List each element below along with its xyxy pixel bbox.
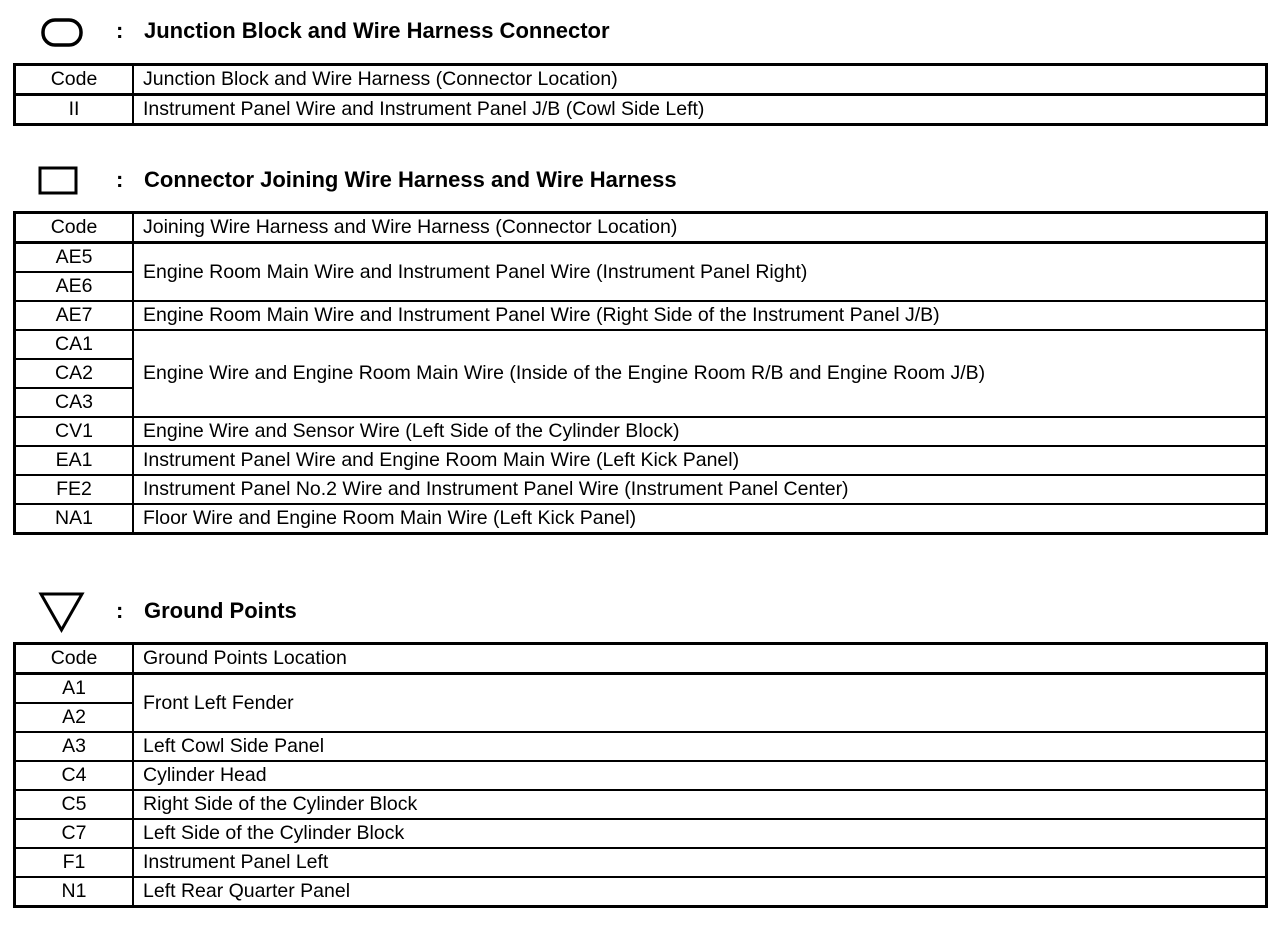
ground-point-symbol-icon [38, 590, 88, 634]
section-junction-heading [0, 12, 1280, 52]
table-row [15, 475, 1267, 504]
joining-table [13, 211, 1268, 535]
section-joining-heading [0, 161, 1280, 201]
table-row [15, 674, 1267, 704]
section-ground-heading [0, 590, 1280, 630]
connector-location: Left Cowl Side Panel [133, 732, 1267, 761]
junction-table [13, 63, 1268, 126]
location-column-header: Joining Wire Harness and Wire Harness (Connector Location) [133, 213, 1267, 243]
connector-code: AE7 [15, 301, 134, 330]
connector-code: A3 [15, 732, 134, 761]
connector-location: Front Left Fender [133, 674, 1267, 733]
connector-code: C4 [15, 761, 134, 790]
table-row [15, 243, 1267, 273]
table-row [15, 819, 1267, 848]
connector-location: Instrument Panel Left [133, 848, 1267, 877]
connector-location: Engine Wire and Engine Room Main Wire (Inside of the Engine Room R/B and Engine Room J/B) [133, 330, 1267, 417]
connector-code: A2 [15, 703, 134, 732]
connector-code: CA2 [15, 359, 134, 388]
connector-location: Cylinder Head [133, 761, 1267, 790]
table-header-row [15, 213, 1267, 243]
connector-location: Left Rear Quarter Panel [133, 877, 1267, 907]
connector-code: FE2 [15, 475, 134, 504]
table-row [15, 761, 1267, 790]
connector-location: Engine Room Main Wire and Instrument Panel Wire (Right Side of the Instrument Panel J/B) [133, 301, 1267, 330]
connector-code: F1 [15, 848, 134, 877]
table-row [15, 301, 1267, 330]
table-row [15, 417, 1267, 446]
connector-location: Instrument Panel Wire and Instrument Panel J/B (Cowl Side Left) [133, 95, 1267, 125]
connector-code: EA1 [15, 446, 134, 475]
connector-location: Instrument Panel No.2 Wire and Instrument Panel Wire (Instrument Panel Center) [133, 475, 1267, 504]
table-row [15, 446, 1267, 475]
connector-code: N1 [15, 877, 134, 907]
table-row [15, 790, 1267, 819]
connector-code: C5 [15, 790, 134, 819]
connector-code: II [15, 95, 134, 125]
connector-code: CV1 [15, 417, 134, 446]
section-joining-title: Connector Joining Wire Harness and Wire Harness [144, 167, 677, 192]
connector-code: CA1 [15, 330, 134, 359]
junction-connector-symbol-icon [38, 16, 86, 48]
connector-location: Right Side of the Cylinder Block [133, 790, 1267, 819]
table-row [15, 877, 1267, 907]
section-ground-title: Ground Points [144, 598, 297, 623]
code-column-header: Code [15, 644, 134, 674]
table-row [15, 504, 1267, 534]
table-row [15, 330, 1267, 359]
section-joining-colon: : [116, 167, 124, 192]
table-header-row [15, 65, 1267, 95]
connector-location: Floor Wire and Engine Room Main Wire (Left Kick Panel) [133, 504, 1267, 534]
connector-code: AE5 [15, 243, 134, 273]
ground-table [13, 642, 1268, 908]
location-column-header: Ground Points Location [133, 644, 1267, 674]
joining-connector-symbol-icon [38, 165, 80, 195]
table-row [15, 732, 1267, 761]
table-header-row [15, 644, 1267, 674]
connector-code: CA3 [15, 388, 134, 417]
section-junction-colon: : [116, 18, 124, 43]
code-column-header: Code [15, 65, 134, 95]
connector-code: AE6 [15, 272, 134, 301]
connector-code: NA1 [15, 504, 134, 534]
table-row [15, 95, 1267, 125]
code-column-header: Code [15, 213, 134, 243]
connector-location: Engine Room Main Wire and Instrument Panel Wire (Instrument Panel Right) [133, 243, 1267, 302]
connector-location: Left Side of the Cylinder Block [133, 819, 1267, 848]
connector-code: C7 [15, 819, 134, 848]
connector-location: Engine Wire and Sensor Wire (Left Side of the Cylinder Block) [133, 417, 1267, 446]
location-column-header: Junction Block and Wire Harness (Connector Location) [133, 65, 1267, 95]
section-ground-colon: : [116, 598, 124, 623]
section-junction-title: Junction Block and Wire Harness Connector [144, 18, 610, 43]
table-row [15, 848, 1267, 877]
connector-location: Instrument Panel Wire and Engine Room Main Wire (Left Kick Panel) [133, 446, 1267, 475]
connector-code: A1 [15, 674, 134, 704]
